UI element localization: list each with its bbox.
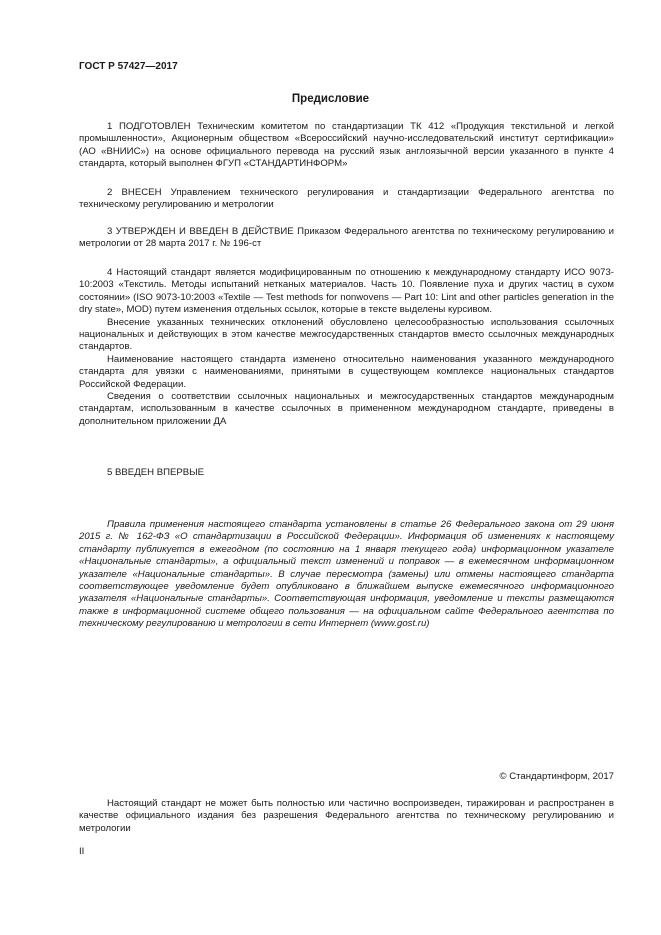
section-3-paragraph: 3 УТВЕРЖДЕН И ВВЕДЕН В ДЕЙСТВИЕ Приказом Федерального агентства по техническому регулированию и метрологии от 28 марта 2017 г. № 196-ст bbox=[79, 226, 614, 250]
section-4 bbox=[79, 267, 614, 428]
section-3 bbox=[79, 226, 614, 251]
reproduction-notice bbox=[79, 798, 614, 835]
section-2-paragraph: 2 ВНЕСЕН Управлением технического регулирования и стандартизации Федерального агентства по техническому регулированию и метрологии bbox=[79, 187, 614, 211]
section-4-paragraph: 4 Настоящий стандарт является модифицированным по отношению к международному стандарту ИСО 9073-10:2003 «Текстиль. Методы испытаний нетканых материалов. Часть 10. Появление пуха и других частиц в сухом состоянии» (ISO 9073-10:2003 «Textile — Test methods for nonwovens — Part 10: Lint and other particles generation in the dry state», MOD) путем изменения отдельных ссылок, которые в тексте выделены курсивом. bbox=[79, 267, 614, 316]
section-1-paragraph: 1 ПОДГОТОВЛЕН Техническим комитетом по стандартизации ТК 412 «Продукция текстильной и легкой промышленности», Акционерным обществом «Всероссийский научно-исследовательский институт сертификации» (АО «ВНИИС») на основе официального перевода на русский язык англоязычной версии указанного в пункте 4 стандарта, который выполнен ФГУП «СТАНДАРТИНФОРМ» bbox=[79, 121, 614, 170]
document-header: ГОСТ Р 57427—2017 bbox=[79, 61, 178, 72]
section-4-paragraph: Наименование настоящего стандарта изменено относительно наименования указанного международного стандарта для увязки с наименованиями, принятыми в существующем комплексе национальных стандартов Российской Федерации. bbox=[79, 353, 614, 390]
section-5 bbox=[79, 467, 614, 479]
reproduction-paragraph: Настоящий стандарт не может быть полностью или частично воспроизведен, тиражирован и распространен в качестве официального издания без разрешения Федерального агентства по техническому регулированию и метрологии bbox=[79, 798, 614, 834]
copyright: © Стандартинформ, 2017 bbox=[499, 771, 614, 782]
section-4-paragraph: Сведения о соответствии ссылочных национальных и межгосударственных стандартов международным стандартам, использованным в качестве ссылочных в примененном международном стандарте, приведены в дополнительном приложении ДА bbox=[79, 391, 614, 427]
section-5-paragraph: 5 ВВЕДЕН ВПЕРВЫЕ bbox=[107, 467, 205, 478]
section-2 bbox=[79, 187, 614, 212]
section-1 bbox=[79, 121, 614, 171]
page-title: Предисловие bbox=[291, 93, 370, 105]
page-number: II bbox=[79, 846, 85, 857]
application-rules-notice bbox=[79, 519, 614, 631]
notice-paragraph: Правила применения настоящего стандарта установлены в статье 26 Федерального закона от 29 июня 2015 г. № 162-ФЗ «О стандартизации в Российской Федерации». Информация об изменениях к настоящему стандарту публикуется в ежегодном (по состоянию на 1 января текущего года) информационном указателе «Национальные стандарты», а официальный текст изменений и поправок — в ежемесячном информационном указателе «Национальные стандарты». В случае пересмотра (замены) или отмены настоящего стандарта соответствующее уведомление будет опубликовано в ближайшем выпуске ежемесячного информационного указателя «Национальные стандарты». Соответствующая информация, уведомление и тексты размещаются также в информационной системе общего пользования — на официальном сайте Федерального агентства по техническому регулированию и метрологии в сети Интернет (www.gost.ru) bbox=[79, 519, 614, 630]
section-4-paragraph: Внесение указанных технических отклонений обусловлено целесообразностью использования ссылочных национальных и действующих в этом качестве межгосударственных стандартов вместо ссылочных международных стандартов. bbox=[79, 316, 614, 353]
